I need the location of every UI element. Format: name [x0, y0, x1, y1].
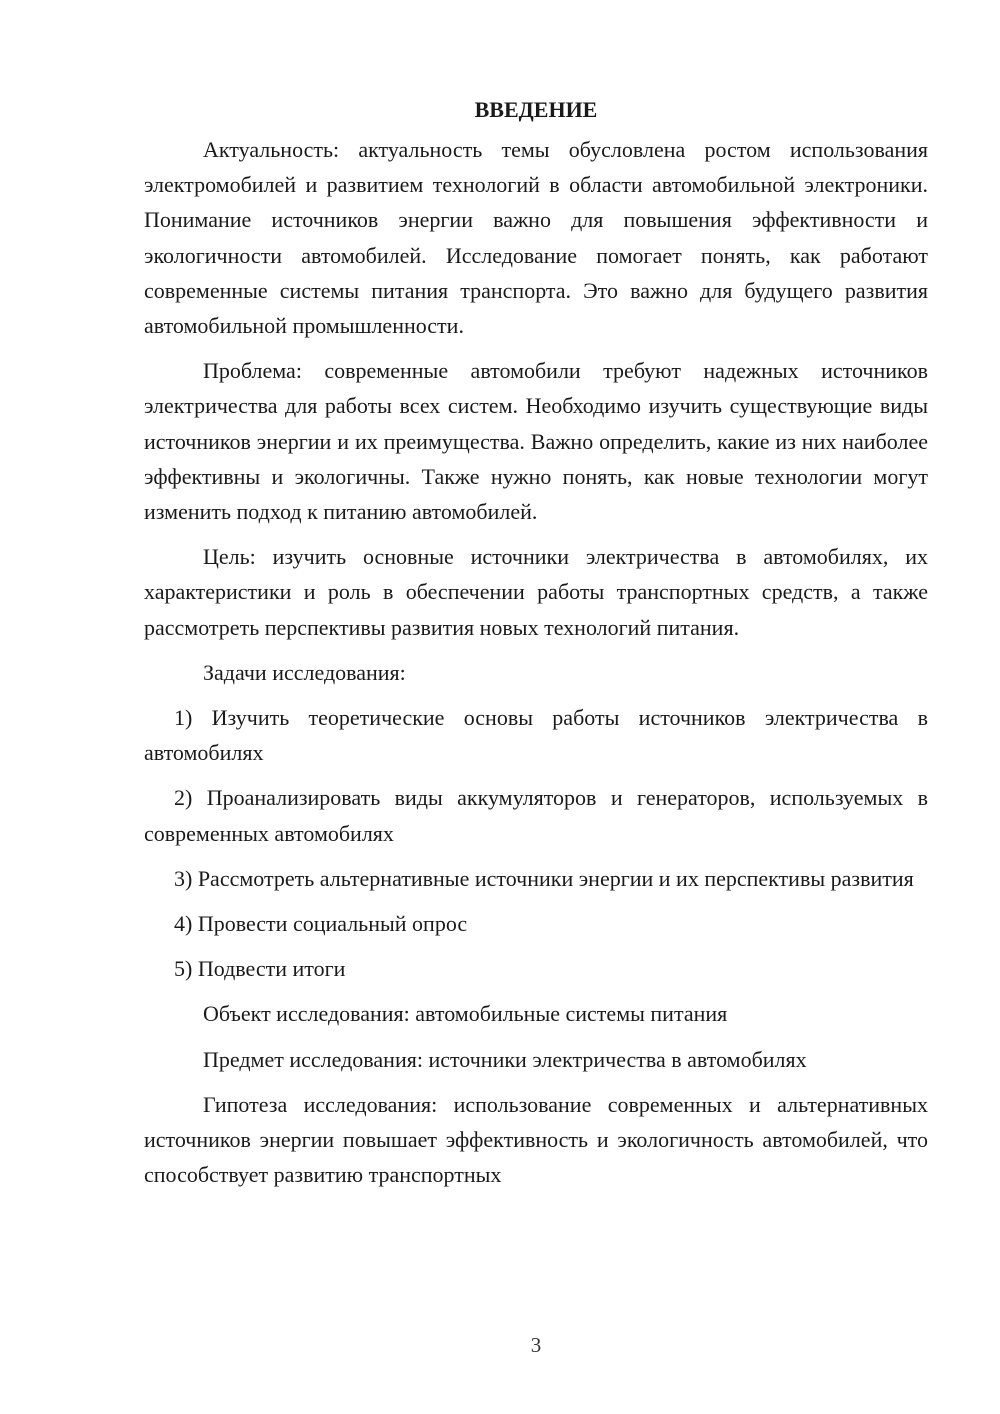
task-item-3: 3) Рассмотреть альтернативные источники энергии и их перспективы развития [174, 865, 914, 891]
paragraph-problem: Проблема: современные автомобили требуют надежных источников электричества для работы всех систем. Необходимо изучить существующие виды источников энергии и их преимущества. Важно определить, какие из них наиболее эффективны и экологичны. Также нужно понять, как новые технологии могут изменить подход к питанию автомобилей. [144, 358, 928, 525]
research-object: Объект исследования: автомобильные системы питания [203, 1001, 728, 1027]
page-content [144, 92, 928, 1202]
task-item-1: 1) Изучить теоретические основы работы источников электричества в автомобилях [144, 705, 928, 766]
task-item-4: 4) Провести социальный опрос [174, 911, 468, 937]
tasks-heading: Задачи исследования: [203, 659, 406, 685]
section-title: ВВЕДЕНИЕ [474, 97, 598, 122]
paragraph-relevance: Актуальность: актуальность темы обусловлена ростом использования электромобилей и развитием технологий в области автомобильной электроники. Понимание источников энергии важно для повышения эффективности и экологичности автомобилей. Исследование помогает понять, как работают современные системы питания транспорта. Это важно для будущего развития автомобильной промышленности. [144, 137, 928, 339]
research-subject: Предмет исследования: источники электричества в автомобилях [203, 1046, 807, 1072]
task-item-5: 5) Подвести итоги [174, 956, 346, 982]
page-number: 3 [530, 1333, 542, 1357]
paragraph-goal: Цель: изучить основные источники электричества в автомобилях, их характеристики и роль в обеспечении работы транспортных средств, а также рассмотреть перспективы развития новых технологий питания. [144, 544, 928, 640]
research-hypothesis: Гипотеза исследования: использование современных и альтернативных источников энергии повышает эффективность и экологичность автомобилей, что способствует развитию транспортных [144, 1091, 928, 1188]
task-item-2: 2) Проанализировать виды аккумуляторов и генераторов, используемых в современных автомобилях [144, 785, 928, 846]
